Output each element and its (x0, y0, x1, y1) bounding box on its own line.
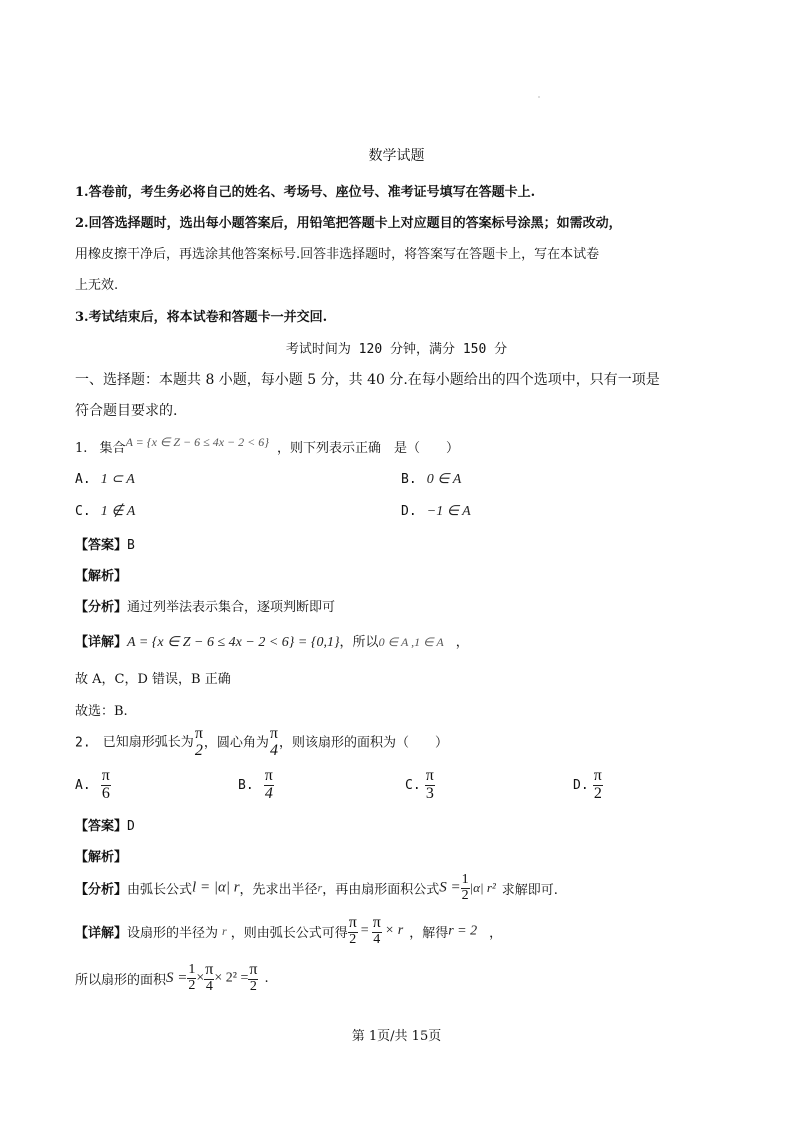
q2-detail: 【详解】设扇形的半径为 r ，则由弧长公式可得 $\frac{\pi}{2}$ = $\frac{\pi}{4}$ × r ，解得r = 2 ， (75, 914, 503, 947)
q1-detail-expression: A = {x ∈ Z − 6 ≤ 4x − 2 < 6} = {0,1} (127, 635, 340, 650)
q2-option-b: B. $\frac{\pi}{4}$ (238, 767, 273, 802)
q1-option-a: A. 1 ⊂ A (75, 472, 135, 487)
q2-arc-fraction: π 2 (194, 725, 203, 759)
q1-option-d: D. −1 ∈ A (401, 504, 471, 519)
q2-number: 2. (75, 735, 91, 751)
instruction-2: 2.回答选择题时，选出每小题答案后，用铅笔把答题卡上对应题目的答案标号涂黑；如需改动， (75, 216, 622, 231)
q1-conclusion: 故 A，C，D 错误，B 正确 (75, 672, 231, 687)
area-result-fraction: $\frac{\pi}{2}$ (249, 961, 258, 994)
q1-set-expression: A = {x ∈ Z − 6 ≤ 4x − 2 < 6} (125, 435, 270, 449)
q1-option-b-expr: 0 ∈ A (426, 472, 462, 487)
instruction-1: 1.答卷前，考生务必将自己的姓名、考场号、座位号、准考证号填写在答题卡上. (75, 185, 536, 200)
q2-option-a-frac: $\frac{\pi}{6}$ (101, 767, 110, 802)
q1-prefix: 集合 (99, 441, 126, 456)
q2-answer: 【答案】D (75, 819, 135, 834)
page-title: 数学试题 (368, 148, 425, 164)
q2-option-d: D. $\frac{\pi}{2}$ (573, 767, 602, 802)
q1-analysis-tag: 【解析】 (75, 569, 128, 584)
instruction-2-end: 上无效. (75, 278, 119, 293)
q1-number: 1. (75, 441, 88, 456)
section-heading: 一、选择题：本题共 8 小题，每小题 5 分，共 40 分.在每小题给出的四个选项中，只有一项是 (75, 372, 660, 388)
page-footer: 第 1页/共 15页 (351, 1029, 442, 1044)
q1-suffix: ，则下列表示正确 是（ ） (277, 441, 460, 456)
q2-option-c-frac: $\frac{\pi}{3}$ (425, 767, 434, 802)
q1-option-c-expr: 1 ∉ A (100, 504, 136, 519)
answer-value: B (127, 538, 135, 553)
eq-lhs-fraction: $\frac{\pi}{2}$ (348, 914, 357, 947)
area-pi-fraction: $\frac{\pi}{4}$ (205, 961, 214, 994)
answer-tag: 【答案】 (75, 538, 128, 553)
q2-option-d-frac: $\frac{\pi}{2}$ (593, 767, 602, 802)
arc-formula: l = |α| r (192, 879, 240, 896)
q2-stem: 2. 已知扇形弧长为 π 2 ，圆心角为 π 4 ，则该扇形的面积为（ ） (75, 725, 448, 759)
q1-option-a-expr: 1 ⊂ A (100, 472, 135, 487)
q2-option-a: A. $\frac{\pi}{6}$ (75, 767, 110, 802)
q1-answer (75, 534, 135, 553)
q2-fenxi: 【分析】由弧长公式l = |α| r，先求出半径r，再由扇形面积公式S = $\frac{1}{2}$ |α| r² 求解即可. (75, 872, 558, 903)
q1-option-c: C. 1 ∉ A (75, 504, 136, 519)
area-half-fraction: $\frac{1}{2}$ (188, 962, 196, 993)
q2-angle-fraction: π 4 (269, 725, 278, 759)
q1-fenxi: 【分析】通过列举法表示集合，逐项判断即可 (75, 600, 336, 615)
q1-option-d-expr: −1 ∈ A (426, 504, 471, 519)
instruction-2-cont: 用橡皮擦干净后，再选涂其他答案标号.回答非选择题时，将答案写在答题卡上，写在本试卷 (75, 247, 600, 262)
instruction-3: 3.考试结束后，将本试卷和答题卡一并交回. (75, 310, 328, 325)
q1-choice: 故选：B. (75, 704, 128, 719)
q2-analysis-tag: 【解析】 (75, 850, 128, 865)
q1-detail: 【详解】A = {x ∈ Z − 6 ≤ 4x − 2 < 6} = {0,1}，所以0 ∈ A ,1 ∈ A ， (75, 635, 469, 650)
q1-stem (75, 437, 459, 456)
q2-option-c: C. $\frac{\pi}{3}$ (405, 767, 434, 802)
q2-area: 所以扇形的面积S = $\frac{1}{2}$ × $\frac{\pi}{4}$ × 2² = $\frac{\pi}{2}$ . (75, 961, 269, 994)
section-heading-cont: 符合题目要求的. (75, 403, 178, 419)
q1-option-b: B. 0 ∈ A (401, 472, 462, 487)
half-fraction: $\frac{1}{2}$ (461, 872, 469, 903)
time-info: 考试时间为 120 分钟，满分 150 分 (285, 342, 508, 357)
scan-speck (538, 96, 540, 98)
eq-mid-fraction: $\frac{\pi}{4}$ (372, 914, 381, 947)
q2-option-b-frac: $\frac{\pi}{4}$ (264, 767, 273, 802)
